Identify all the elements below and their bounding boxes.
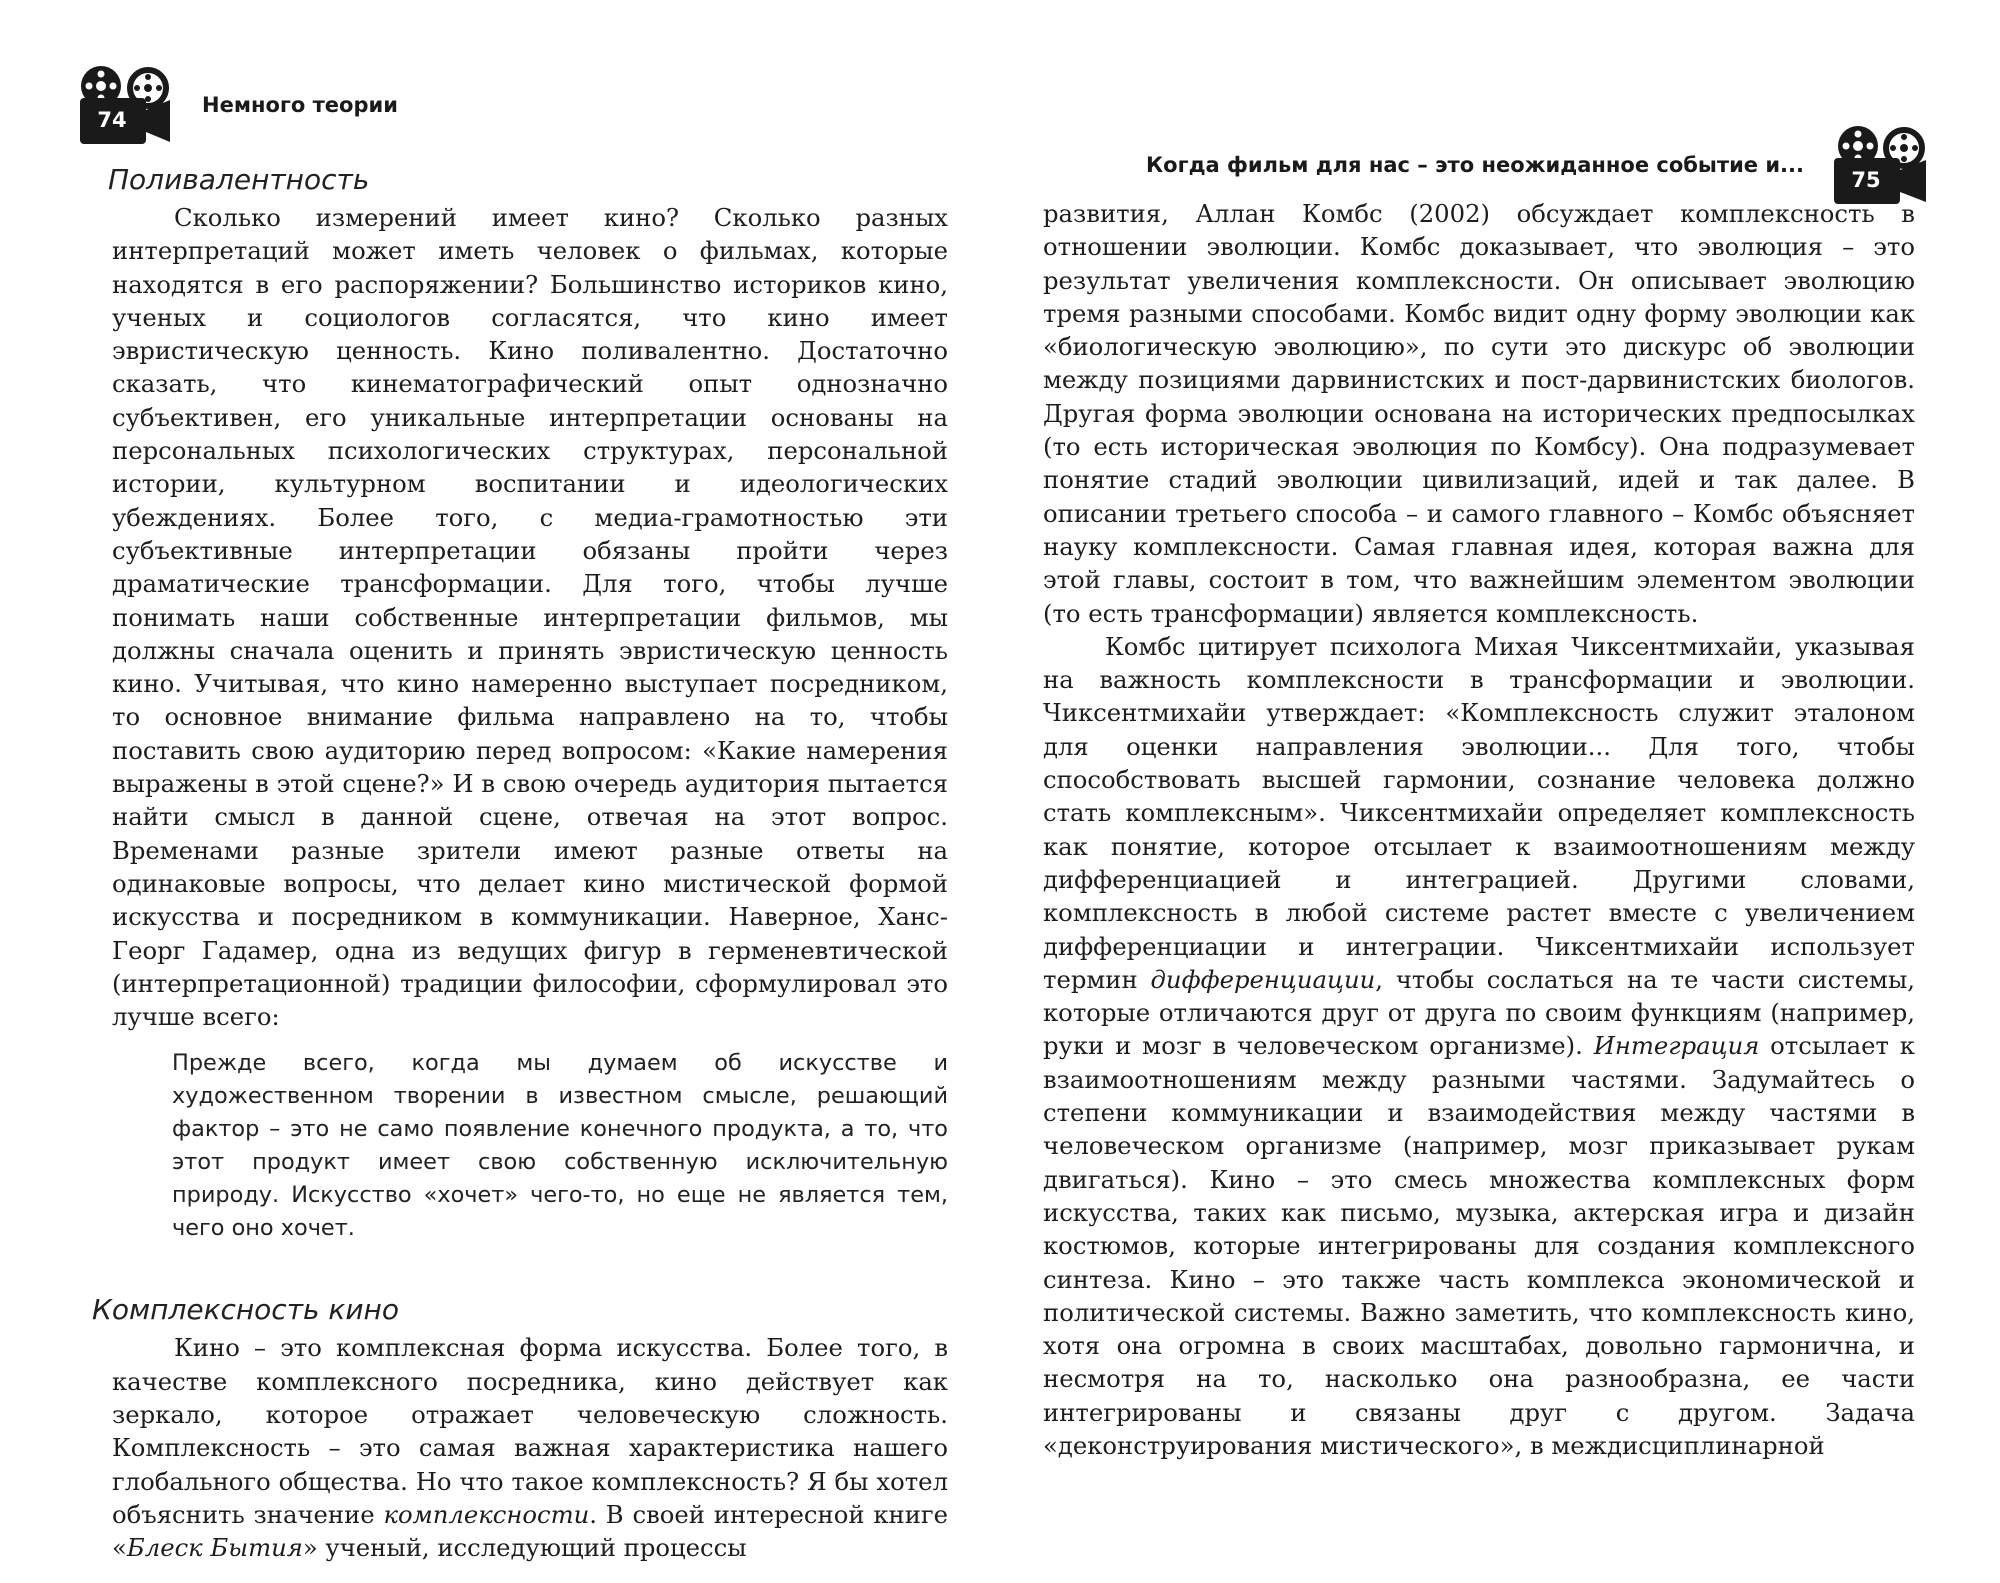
text-run: . В своей интересной книге « [112,1499,948,1563]
text-run: Комбс цитирует психолога Михая Чиксентмихайи, указывая на важность комплексности в трансформации и эволюции. Чиксентмихайи утверждает: «Комплексность служит эталоном для оценки направления эволюции... Для того, чтобы способствовать высшей гармонии, сознание человека должно стать комплексным». Чиксентмихайи определяет комплексность как понятие, которое отсылает к взаимоотношениям между дифференциацией и интеграцией. Другими словами, комплексность в любой системе растет вместе с увеличением дифференциации и интеграции. Чиксентмихайи использует термин [1043,631,1915,994]
block-quote: Прежде всего, когда мы думаем об искусстве и художественном творении в известном смысле, решающий фактор – это не само появление конечного продукта, а то, что этот продукт имеет свою собственную исключительную природу. Искусство «хочет» чего-то, но еще не является тем, чего оно хочет. [172,1050,948,1242]
running-title: Когда фильм для нас – это неожиданное событие и... [1146,153,1804,177]
running-title: Немного теории [202,93,398,117]
paragraph [1043,630,1915,1462]
text-run: Кино – это комплексная форма искусства. Более того, в качестве комплексного посредника, кино действует как зеркало, которое отражает человеческую сложность. Комплексность – это самая важная характеристика нашего глобального общества. Но что такое комплексность? Я бы хотел объяснить значение [112,1333,948,1529]
section-heading: Комплексность кино [92,1293,399,1327]
emphasis: комплексности [383,1499,590,1529]
paragraph [112,1331,948,1564]
right-page [1000,0,2000,1583]
page-number: 74 [97,108,127,132]
emphasis: Интеграция [1593,1031,1760,1061]
section-heading: Поливалентность [108,163,370,196]
film-projector-icon [66,60,186,150]
emphasis: Блеск Бытия [126,1533,303,1563]
text-run: , чтобы сослаться на те части системы, которые отличаются друг от друга по своим функциям (например, руки и мозг в человеческом организме). [1043,964,1915,1061]
text-run: отсылает к взаимоотношениям между разными частями. Задумайтесь о степени коммуникации и взаимодействия между частями в человеческом организме (например, мозг приказывает рукам двигаться). Кино – это смесь множества комплексных форм искусства, таких как письмо, музыка, актерская игра и дизайн костюмов, которые интегрированы для создания комплексного синтеза. Кино – это также часть комплекса экономической и политической системы. Важно заметить, что комплексность кино, хотя она огромна в своих масштабах, довольно гармонична, и несмотря на то, насколько она разнообразна, ее части интегрированы и связаны друг с другом. Задача «деконструирования мистического», в междисциплинарной [1043,1031,1915,1460]
page-number: 75 [1851,168,1881,192]
emphasis: дифференциации [1150,964,1376,994]
paragraph: Сколько измерений имеет кино? Сколько разных интерпретаций может иметь человек о фильмах, которые находятся в его распоряжении? Большинство историков кино, ученых и социологов согласятся, что кино имеет эвристическую ценность. Кино поливалентно. Достаточно сказать, что кинематографический опыт однозначно субъективен, его уникальные интерпретации основаны на персональных психологических структурах, персональной истории, культурном воспитании и идеологических убеждениях. Более того, с медиа-грамотностью эти субъективные интерпретации обязаны пройти через драматические трансформации. Для того, чтобы лучше понимать наши собственные интерпретации фильмов, мы должны сначала оценить и принять эвристическую ценность кино. Учитывая, что кино намеренно выступает посредником, то основное внимание фильма направлено на то, чтобы поставить свою аудиторию перед вопросом: «Какие намерения выражены в этой сцене?» И в свою очередь аудитория пытается найти смысл в данной сцене, отвечая на этот вопрос. Временами разные зрители имеют разные ответы на одинаковые вопросы, что делает кино мистической формой искусства и посредником в коммуникации. Наверное, Ханс-Георг Гадамер, одна из ведущих фигур в герменевтической (интерпретационной) традиции философии, сформулировал это лучше всего: [112,203,948,1032]
right-text-column [1043,197,1915,1462]
left-text-column [92,163,948,1565]
paragraph: развития, Аллан Комбс (2002) обсуждает комплексность в отношении эволюции. Комбс доказывает, что эволюция – это результат увеличения комплексности. Он описывает эволюцию тремя разными способами. Комбс видит одну форму эволюции как «биологическую эволюцию», по сути это дискурс об эволюции между позициями дарвинистских и пост-дарвинистских биологов. Другая форма эволюции основана на исторических предпосылках (то есть историческая эволюция по Комбсу). Она подразумевает понятие стадий эволюции цивилизаций, идей и так далее. В описании третьего способа – и самого главного – Комбс объясняет науку комплексности. Самая главная идея, которая важна для этой главы, состоит в том, что важнейшим элементом эволюции (то есть трансформации) является комплексность. [1043,199,1915,628]
left-page-header [66,60,414,150]
text-run: » ученый, исследующий процессы [302,1533,747,1563]
